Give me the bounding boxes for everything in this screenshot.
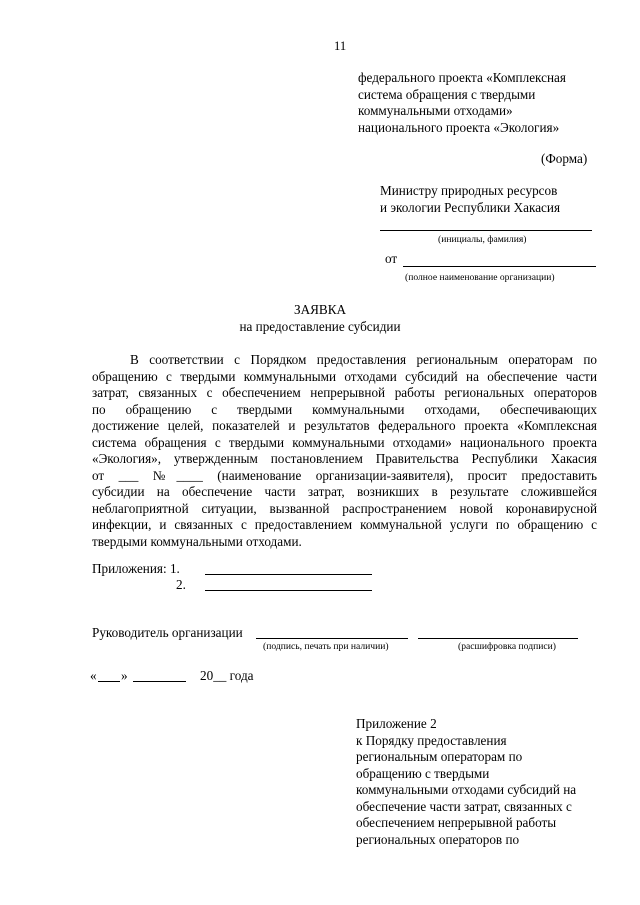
addressee-line: и экологии Республики Хакасия — [380, 199, 561, 215]
date-year: 20__ года — [200, 668, 254, 683]
appendix-line: обеспечение части затрат, связанных с — [356, 798, 572, 814]
body-paragraph — [92, 352, 597, 550]
organization-field-line — [403, 266, 596, 267]
from-label: от — [385, 251, 398, 266]
signature-decode-line — [418, 638, 578, 639]
body-line: неблагоприятной ситуации, вызванной распространением новой коронавирусной — [92, 500, 597, 516]
body-line: затрат, связанных с обеспечением непрерывной работы региональных операторов — [92, 385, 597, 400]
appendix-line: Приложение 2 — [356, 716, 437, 731]
decode-caption: (расшифровка подписи) — [458, 641, 556, 652]
initials-caption: (инициалы, фамилия) — [438, 234, 527, 245]
appendix-line: региональным операторам по — [356, 749, 523, 764]
body-line: твердыми коммунальными отходами. — [92, 533, 302, 549]
body-line: «Экология», утвержденным постановлением Правительства Республики Хакасия — [92, 451, 597, 466]
top-note-line: национального проекта «Экология» — [358, 119, 560, 135]
body-line: по обращению с твердыми коммунальными отходами, обеспечивающих — [92, 401, 597, 417]
appendix-line: обеспечением непрерывной работы — [356, 815, 557, 830]
appendix-heading — [356, 716, 576, 848]
date-close-quote: » — [121, 668, 128, 683]
signature-line — [256, 638, 408, 639]
body-line: достижение целей, показателей и результатов федерального проекта «Комплексная — [92, 418, 597, 433]
signature-caption: (подпись, печать при наличии) — [263, 641, 389, 652]
addressee-line: Министру природных ресурсов — [380, 183, 558, 198]
form-label: (Форма) — [541, 151, 588, 166]
body-line: от ___ №____ (наименование организации-заявителя), просит предоставить — [92, 467, 597, 483]
attachments-label: Приложения: 1. — [92, 561, 180, 576]
date-open-quote: « — [90, 668, 97, 683]
body-line: система обращения с твердыми коммунальными отходами» национального проекта — [92, 434, 597, 450]
document-subtitle: на предоставление субсидии — [239, 319, 401, 334]
signature-label: Руководитель организации — [92, 625, 243, 640]
top-note — [358, 70, 566, 136]
attachment-2-number: 2. — [176, 577, 186, 592]
body-line: В соответствии с Порядком предоставления региональным операторам по — [130, 352, 597, 367]
document-title: ЗАЯВКА — [293, 302, 347, 317]
date-day-line — [98, 681, 120, 682]
top-note-line: система обращения с твердыми — [358, 86, 536, 102]
addressee — [380, 183, 560, 216]
body-line: инфекции, и связанных с предоставлением коммунальной услуги по обращению с — [92, 517, 597, 532]
body-line: субсидии на обеспечение части затрат, возникших в результате сложившейся — [92, 484, 597, 499]
body-line: обращению с твердыми коммунальными отходами субсидий на обеспечение части — [92, 368, 597, 384]
initials-field-line — [380, 230, 592, 231]
appendix-line: обращению с твердыми — [356, 765, 490, 781]
attachment-2-line — [205, 590, 372, 591]
date-month-line — [133, 681, 186, 682]
attachment-1-line — [205, 574, 372, 575]
appendix-line: коммунальными отходами субсидий на — [356, 782, 577, 797]
organization-caption: (полное наименование организации) — [405, 272, 555, 283]
appendix-line: к Порядку предоставления — [356, 732, 507, 748]
page-number: 11 — [334, 39, 347, 53]
top-note-line: коммунальными отходами» — [358, 103, 513, 118]
top-note-line: федерального проекта «Комплексная — [358, 70, 566, 85]
appendix-line: региональных операторов по — [356, 831, 520, 847]
